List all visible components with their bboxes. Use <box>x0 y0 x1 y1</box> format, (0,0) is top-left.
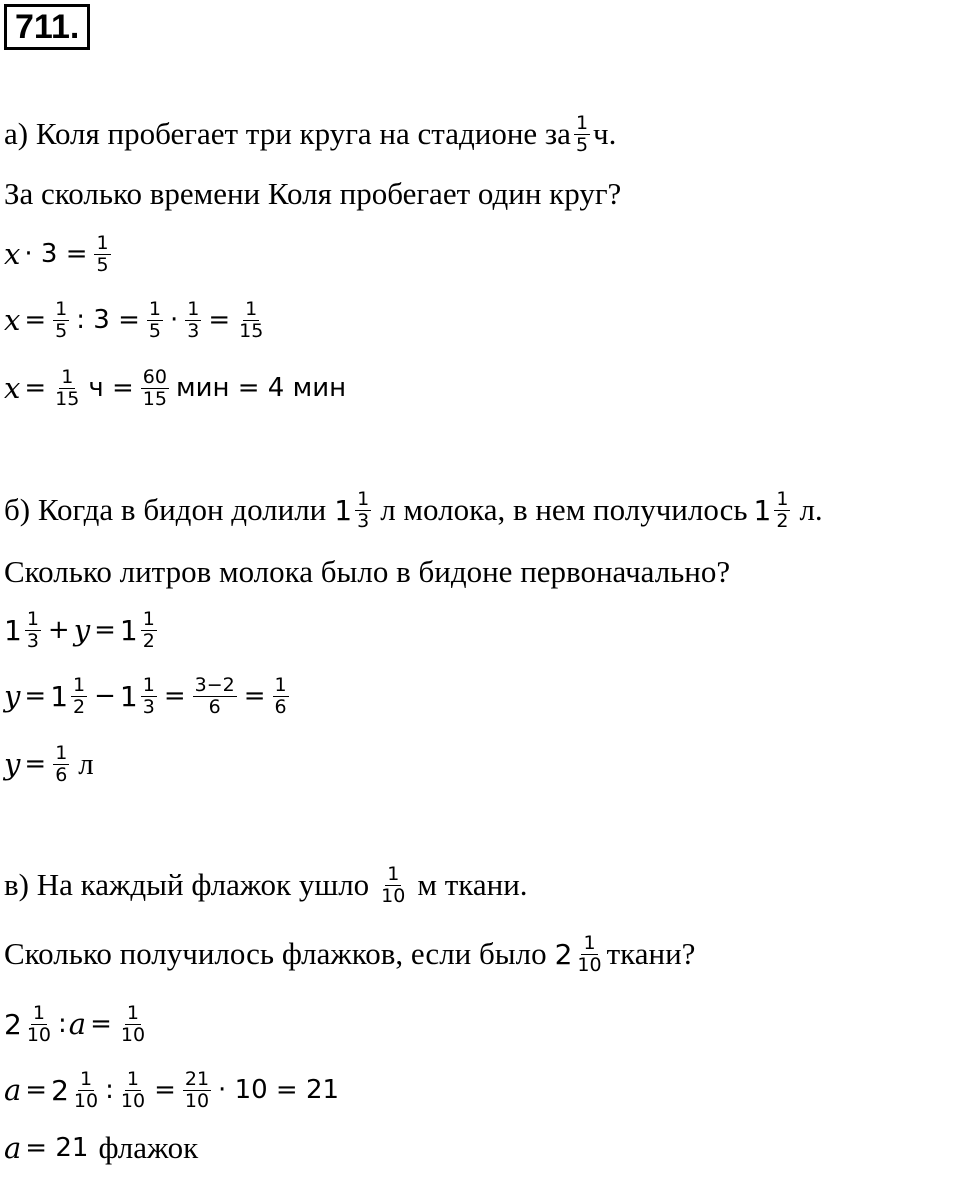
part-a-q2-text: За сколько времени Коля пробегает один круг? <box>4 176 622 211</box>
variable: y <box>4 679 21 713</box>
operator: = <box>25 1075 48 1105</box>
operator: = <box>154 1075 176 1105</box>
fraction: $\frac{1}{5}$ <box>148 297 161 342</box>
fraction: $\frac{21}{10}$ <box>184 1067 210 1112</box>
variable: y <box>4 747 21 781</box>
part-a-question-2 <box>4 164 621 224</box>
mixed-number: 1 $\frac{1}{3}$ <box>119 673 155 718</box>
operator: = <box>24 305 47 335</box>
operator: = <box>24 681 47 711</box>
operator: : 3 = <box>76 305 140 335</box>
fraction: $\frac{3-2}{6}$ <box>194 673 235 718</box>
part-c-question-2 <box>4 924 695 984</box>
operator: + <box>47 615 70 645</box>
part-a-q1-text: а) Коля пробегает три круга на стадионе за <box>4 116 571 151</box>
part-b-q2-text: Сколько литров молока было в бидоне первоначально? <box>4 554 731 589</box>
variable: x <box>4 371 21 405</box>
part-a-equation-3 <box>4 358 350 418</box>
variable: a <box>68 1007 87 1041</box>
part-b-question-2 <box>4 542 730 602</box>
part-b-q1-text: б) Когда в бидон долили <box>4 492 327 527</box>
operator: = <box>94 615 116 645</box>
fraction: $\frac{1}{6}$ <box>274 673 287 718</box>
operator: = <box>163 681 186 711</box>
part-b-equation-1 <box>4 600 160 660</box>
operator: − <box>94 681 116 711</box>
variable: a <box>4 1131 22 1165</box>
fraction: $\frac{1}{5}$ <box>575 111 589 156</box>
fraction: $\frac{1}{3}$ <box>187 297 200 342</box>
fraction: $\frac{1}{10}$ <box>120 1001 146 1046</box>
mixed-number: 2 $\frac{1}{10}$ <box>554 931 602 976</box>
operator: = <box>208 305 231 335</box>
mixed-number: 1 $\frac{1}{2}$ <box>753 487 789 532</box>
part-c-q2-text: Сколько получилось флажков, если было <box>4 936 547 971</box>
variable: x <box>4 237 21 271</box>
operator: = <box>243 681 266 711</box>
variable: a <box>4 1073 22 1107</box>
operator: = 21 <box>25 1133 89 1163</box>
fraction: $\frac{1}{6}$ <box>55 741 68 786</box>
unit-text: ч = <box>88 373 134 403</box>
unit-text: л <box>78 746 94 781</box>
operator: = <box>24 373 47 403</box>
part-a-equation-1 <box>4 224 114 284</box>
part-c-q1-text: в) На каждый флажок ушло <box>4 867 370 902</box>
mixed-number: 1 $\frac{1}{2}$ <box>50 673 86 718</box>
mixed-number: 2 $\frac{1}{10}$ <box>51 1067 99 1112</box>
operator: · <box>169 305 179 335</box>
part-a-q1-end: ч. <box>593 116 617 151</box>
part-c-q1-end: м ткани. <box>417 867 528 902</box>
unit-text: мин = 4 мин <box>175 373 347 403</box>
operator: = <box>90 1009 112 1039</box>
fraction: $\frac{1}{10}$ <box>120 1067 146 1112</box>
fraction: $\frac{1}{10}$ <box>381 862 406 907</box>
fraction: $\frac{1}{5}$ <box>96 231 109 276</box>
part-c-equation-1 <box>4 994 150 1054</box>
mixed-number: 2 $\frac{1}{10}$ <box>4 1001 52 1046</box>
mixed-number: 1 $\frac{1}{3}$ <box>334 487 370 532</box>
mixed-number: 1 $\frac{1}{2}$ <box>119 607 155 652</box>
operator: = <box>24 749 47 779</box>
part-b-q1-mid: л молока, в нем получилось <box>380 492 748 527</box>
part-b-question <box>4 480 823 540</box>
part-c-q2-end: ткани? <box>606 936 696 971</box>
problem-number: 711. <box>4 4 90 50</box>
part-c-equation-2 <box>4 1060 343 1120</box>
mixed-number: 1 $\frac{1}{3}$ <box>4 607 39 652</box>
fraction: $\frac{60}{15}$ <box>142 365 167 410</box>
operator: · 3 = <box>24 239 88 269</box>
part-b-q1-end: л. <box>799 492 823 527</box>
part-a-question <box>4 104 616 164</box>
operator: · 10 = 21 <box>218 1075 340 1105</box>
operator: : <box>58 1009 67 1039</box>
variable: x <box>4 303 21 337</box>
fraction: $\frac{1}{5}$ <box>55 297 68 342</box>
part-c-equation-3 <box>4 1118 204 1178</box>
operator: : <box>105 1075 114 1105</box>
part-b-equation-2 <box>4 666 292 726</box>
variable: y <box>73 613 91 647</box>
unit-text: флажок <box>98 1130 199 1165</box>
fraction: $\frac{1}{15}$ <box>239 297 264 342</box>
part-b-equation-3 <box>4 734 100 794</box>
fraction: $\frac{1}{15}$ <box>55 365 80 410</box>
part-a-equation-2 <box>4 290 268 350</box>
part-c-question <box>4 855 528 915</box>
